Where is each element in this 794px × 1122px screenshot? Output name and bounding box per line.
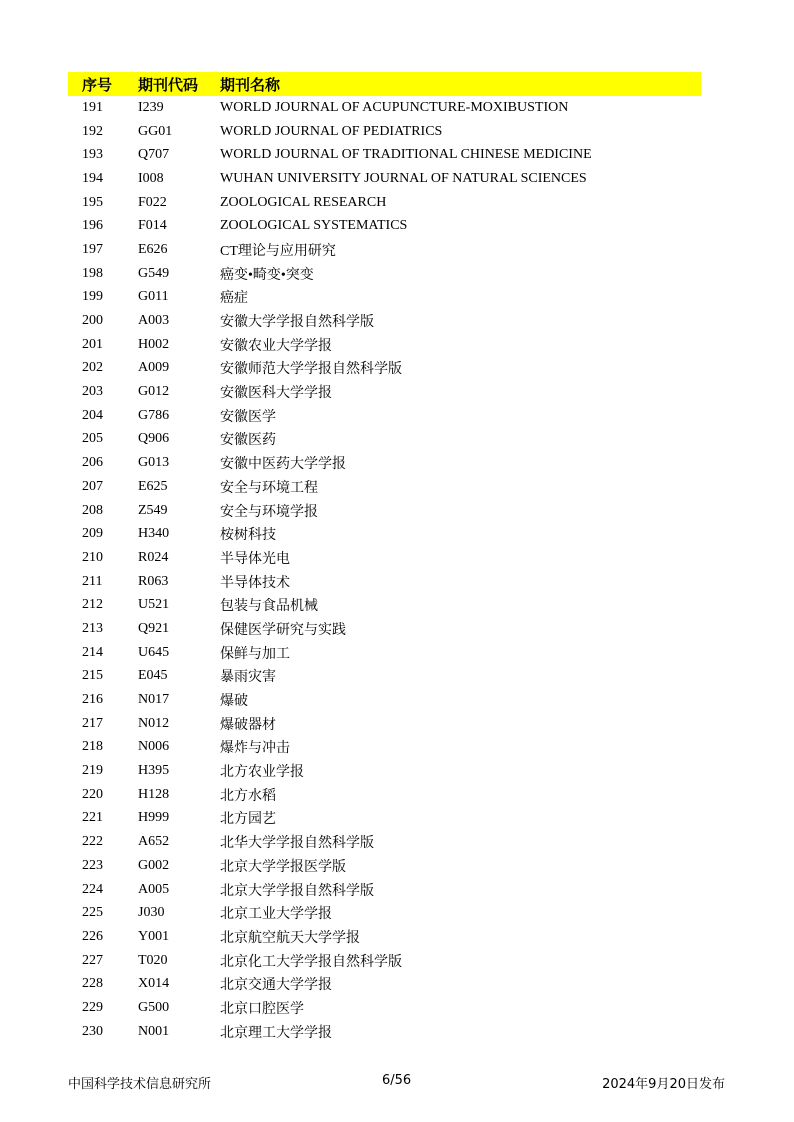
journal-name: 半导体光电: [220, 551, 290, 567]
journal-name: 暴雨灾害: [220, 670, 276, 686]
journal-name: WORLD JOURNAL OF ACUPUNCTURE-MOXIBUSTION: [220, 99, 569, 115]
table-row: [68, 309, 701, 333]
journal-code: A009: [138, 360, 170, 376]
serial-number: 221: [82, 810, 103, 826]
journal-name: 安全与环境工程: [220, 480, 318, 496]
journal-code: H128: [138, 786, 170, 802]
journal-name: 北华大学学报自然科学版: [220, 836, 374, 852]
journal-code: H002: [138, 336, 170, 352]
journal-code: G549: [138, 265, 170, 281]
journal-table: [68, 72, 701, 1044]
serial-number: 194: [82, 170, 103, 186]
serial-number: 229: [82, 999, 103, 1015]
journal-name: 北京化工大学学报自然科学版: [220, 954, 402, 970]
journal-name: 爆破: [220, 694, 248, 710]
serial-number: 218: [82, 739, 103, 755]
serial-number: 201: [82, 336, 103, 352]
journal-name: 北京理工大学学报: [220, 1025, 332, 1041]
table-row: [68, 783, 701, 807]
serial-number: 223: [82, 857, 103, 873]
journal-code: J030: [138, 905, 165, 921]
journal-code: N012: [138, 715, 170, 731]
journal-name: 北京交通大学学报: [220, 978, 332, 994]
journal-name: 北方农业学报: [220, 765, 304, 781]
journal-name: 安徽大学学报自然科学版: [220, 315, 374, 331]
table-row: [68, 688, 701, 712]
journal-name: 安徽师范大学学报自然科学版: [220, 362, 402, 378]
serial-number: 191: [82, 99, 103, 115]
table-row: [68, 949, 701, 973]
table-row: [68, 428, 701, 452]
journal-code: T020: [138, 952, 168, 968]
journal-code: E045: [138, 668, 168, 684]
journal-name: 爆炸与冲击: [220, 741, 290, 757]
footer-organization: 中国科学技术信息研究所: [68, 1077, 212, 1092]
journal-code: Q707: [138, 147, 170, 163]
table-row: [68, 238, 701, 262]
header-journal-code: 期刊代码: [138, 75, 199, 94]
serial-number: 195: [82, 194, 103, 210]
journal-name: 半导体技术: [220, 575, 290, 591]
table-row: [68, 333, 701, 357]
journal-name: 北京工业大学学报: [220, 907, 332, 923]
serial-number: 196: [82, 218, 103, 234]
table-row: [68, 96, 701, 120]
journal-code: A005: [138, 881, 170, 897]
journal-code: U521: [138, 597, 170, 613]
journal-name: 桉树科技: [220, 528, 276, 544]
journal-code: I239: [138, 99, 164, 115]
journal-code: F022: [138, 194, 167, 210]
journal-code: G011: [138, 289, 169, 305]
serial-number: 211: [82, 573, 103, 589]
serial-number: 197: [82, 241, 103, 257]
journal-name: 北方水稻: [220, 788, 276, 804]
table-row: [68, 878, 701, 902]
serial-number: 224: [82, 881, 103, 897]
journal-name: 爆破器材: [220, 717, 276, 733]
journal-name: WORLD JOURNAL OF TRADITIONAL CHINESE MEDICINE: [220, 147, 592, 163]
serial-number: 217: [82, 715, 103, 731]
journal-name: 北京口腔医学: [220, 1001, 304, 1017]
table-row: [68, 1020, 701, 1044]
journal-name: 北京大学学报医学版: [220, 859, 346, 875]
serial-number: 214: [82, 644, 103, 660]
table-row: [68, 972, 701, 996]
serial-number: 207: [82, 478, 103, 494]
journal-name: 安徽中医药大学学报: [220, 457, 346, 473]
journal-code: N001: [138, 1023, 170, 1039]
journal-name: 安徽医学: [220, 409, 276, 425]
header-serial-number: 序号: [82, 75, 113, 94]
journal-code: GG01: [138, 123, 173, 139]
serial-number: 222: [82, 834, 103, 850]
serial-number: 213: [82, 620, 103, 636]
serial-number: 227: [82, 952, 103, 968]
journal-name: 安徽医科大学学报: [220, 386, 332, 402]
table-row: [68, 925, 701, 949]
table-row: [68, 759, 701, 783]
journal-name: ZOOLOGICAL RESEARCH: [220, 194, 387, 210]
table-row: [68, 357, 701, 381]
serial-number: 226: [82, 928, 103, 944]
table-row: [68, 167, 701, 191]
journal-name: ZOOLOGICAL SYSTEMATICS: [220, 218, 408, 234]
serial-number: 202: [82, 360, 103, 376]
journal-code: H999: [138, 810, 170, 826]
serial-number: 209: [82, 526, 103, 542]
serial-number: 200: [82, 313, 103, 329]
journal-code: A003: [138, 313, 170, 329]
journal-name: 包装与食品机械: [220, 599, 318, 615]
journal-name: WUHAN UNIVERSITY JOURNAL OF NATURAL SCIENCES: [220, 170, 587, 186]
table-row: [68, 191, 701, 215]
table-header: [68, 72, 701, 96]
journal-code: E625: [138, 478, 168, 494]
table-row: [68, 404, 701, 428]
footer-page-number: 6/56: [382, 1073, 412, 1088]
serial-number: 193: [82, 147, 103, 163]
serial-number: 208: [82, 502, 103, 518]
journal-name: 北京航空航天大学学报: [220, 930, 360, 946]
journal-code: G002: [138, 857, 170, 873]
table-row: [68, 901, 701, 925]
table-row: [68, 380, 701, 404]
journal-name: 安徽农业大学学报: [220, 338, 332, 354]
journal-code: Q906: [138, 431, 170, 447]
header-journal-name: 期刊名称: [220, 75, 281, 94]
serial-number: 212: [82, 597, 103, 613]
journal-name: 保鲜与加工: [220, 646, 290, 662]
table-row: [68, 451, 701, 475]
journal-code: G012: [138, 384, 170, 400]
journal-code: X014: [138, 976, 170, 992]
journal-code: G500: [138, 999, 170, 1015]
journal-code: Y001: [138, 928, 170, 944]
table-row: [68, 641, 701, 665]
journal-name: 保健医学研究与实践: [220, 622, 346, 638]
journal-code: G786: [138, 407, 170, 423]
table-row: [68, 143, 701, 167]
page-footer: [68, 1073, 725, 1093]
serial-number: 204: [82, 407, 103, 423]
serial-number: 216: [82, 692, 103, 708]
journal-name: 安徽医药: [220, 433, 276, 449]
table-row: [68, 499, 701, 523]
journal-name: 癌变•畸变•突变: [220, 267, 314, 283]
journal-code: I008: [138, 170, 164, 186]
table-row: [68, 120, 701, 144]
serial-number: 230: [82, 1023, 103, 1039]
serial-number: 206: [82, 455, 103, 471]
serial-number: 228: [82, 976, 103, 992]
serial-number: 210: [82, 549, 103, 565]
table-row: [68, 522, 701, 546]
journal-code: H340: [138, 526, 170, 542]
journal-code: N006: [138, 739, 170, 755]
table-row: [68, 807, 701, 831]
journal-name: CT理论与应用研究: [220, 243, 336, 259]
journal-code: A652: [138, 834, 170, 850]
journal-name: 北方园艺: [220, 812, 276, 828]
journal-code: H395: [138, 763, 170, 779]
table-row: [68, 665, 701, 689]
serial-number: 205: [82, 431, 103, 447]
journal-code: E626: [138, 241, 168, 257]
table-row: [68, 570, 701, 594]
footer-publish-date: 2024年9月20日发布: [602, 1077, 725, 1092]
serial-number: 225: [82, 905, 103, 921]
journal-code: Z549: [138, 502, 168, 518]
table-row: [68, 854, 701, 878]
table-row: [68, 617, 701, 641]
serial-number: 198: [82, 265, 103, 281]
journal-code: Q921: [138, 620, 170, 636]
serial-number: 215: [82, 668, 103, 684]
table-row: [68, 736, 701, 760]
serial-number: 219: [82, 763, 103, 779]
table-row: [68, 262, 701, 286]
table-row: [68, 593, 701, 617]
journal-name: 北京大学学报自然科学版: [220, 883, 374, 899]
table-body: [68, 96, 701, 1044]
journal-code: R024: [138, 549, 169, 565]
table-row: [68, 712, 701, 736]
table-row: [68, 830, 701, 854]
serial-number: 192: [82, 123, 103, 139]
table-row: [68, 546, 701, 570]
table-row: [68, 214, 701, 238]
journal-name: WORLD JOURNAL OF PEDIATRICS: [220, 123, 443, 139]
table-row: [68, 475, 701, 499]
table-row: [68, 286, 701, 310]
journal-code: R063: [138, 573, 169, 589]
journal-name: 癌症: [220, 291, 248, 307]
journal-code: G013: [138, 455, 170, 471]
journal-name: 安全与环境学报: [220, 504, 318, 520]
journal-code: U645: [138, 644, 170, 660]
serial-number: 199: [82, 289, 103, 305]
journal-code: N017: [138, 692, 170, 708]
serial-number: 203: [82, 384, 103, 400]
serial-number: 220: [82, 786, 103, 802]
journal-code: F014: [138, 218, 167, 234]
table-row: [68, 996, 701, 1020]
